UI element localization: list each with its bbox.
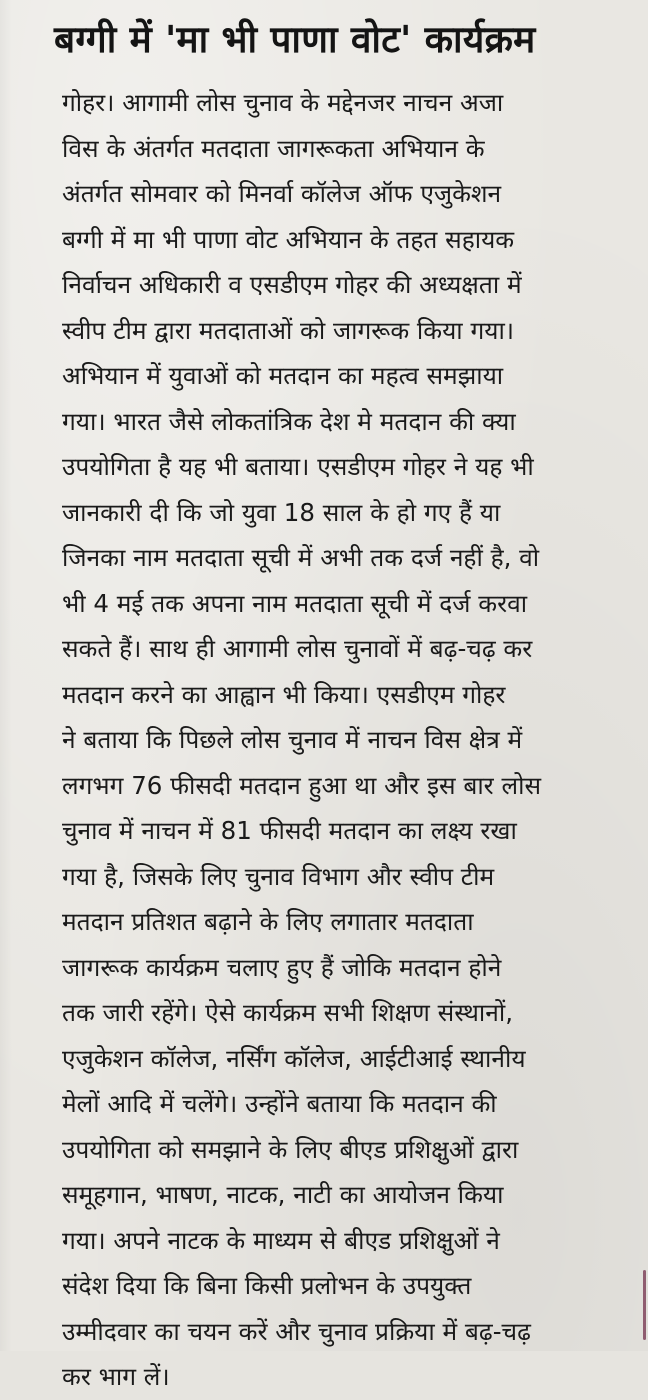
page-edge-shadow xyxy=(0,0,12,1351)
article-line: विस के अंतर्गत मतदाता जागरूकता अभियान के xyxy=(62,133,485,163)
article-line: अभियान में युवाओं को मतदान का महत्व समझाया xyxy=(62,361,504,390)
article-line: मतदान प्रतिशत बढ़ाने के लिए लगातार मतदाता xyxy=(62,907,474,936)
article-line: भी 4 मई तक अपना नाम मतदाता सूची में दर्ज करवा xyxy=(62,588,528,618)
article-line: गया। भारत जैसे लोकतांत्रिक देश मे मतदान की क्या xyxy=(62,406,516,436)
article-line: सकते हैं। साथ ही आगामी लोस चुनावों में बढ़-चढ़ कर xyxy=(62,634,533,663)
article-line: ने बताया कि पिछले लोस चुनाव में नाचन विस क्षेत्र में xyxy=(62,725,523,754)
margin-ink-mark xyxy=(643,1270,646,1340)
article-line: उपयोगिता है यह भी बताया। एसडीएम गोहर ने यह भी xyxy=(62,452,534,481)
article-line: लगभग 76 फीसदी मतदान हुआ था और इस बार लोस xyxy=(62,770,542,800)
article-line: उपयोगिता को समझाने के लिए बीएड प्रशिक्षुओं द्वारा xyxy=(62,1134,519,1164)
news-clipping xyxy=(40,0,642,1391)
article-line: तक जारी रहेंगे। ऐसे कार्यक्रम सभी शिक्षण संस्थानों, xyxy=(62,998,513,1027)
article-line: उम्मीदवार का चयन करें और चुनाव प्रक्रिया में बढ़-चढ़ xyxy=(62,1316,531,1346)
article-line: समूहगान, भाषण, नाटक, नाटी का आयोजन किया xyxy=(62,1180,504,1209)
article-line: जिनका नाम मतदाता सूची में अभी तक दर्ज नहीं है, वो xyxy=(62,543,540,572)
article-line: बग्गी में मा भी पाणा वोट अभियान के तहत सहायक xyxy=(62,224,515,254)
article-line: जानकारी दी कि जो युवा 18 साल के हो गए हैं या xyxy=(62,497,501,527)
article-line: कर भाग लें। xyxy=(62,1362,170,1391)
article-line: स्वीप टीम द्वारा मतदाताओं को जागरूक किया गया। xyxy=(62,315,515,345)
article-line: एजुकेशन कॉलेज, नर्सिंग कॉलेज, आईटीआई स्थानीय xyxy=(62,1043,526,1073)
article-line: गया है, जिसके लिए चुनाव विभाग और स्वीप टीम xyxy=(62,861,495,891)
article-line: मेलों आदि में चलेंगे। उन्होंने बताया कि मतदान की xyxy=(62,1089,497,1118)
article-line: संदेश दिया कि बिना किसी प्रलोभन के उपयुक्त xyxy=(62,1271,472,1300)
article-line: मतदान करने का आह्वान भी किया। एसडीएम गोहर xyxy=(62,679,506,709)
headline: बग्गी में 'मा भी पाणा वोट' कार्यक्रम xyxy=(54,18,536,61)
article-line: अंतर्गत सोमवार को मिनर्वा कॉलेज ऑफ एजुकेशन xyxy=(62,179,502,208)
article-body xyxy=(62,80,642,1400)
article-line: निर्वाचन अधिकारी व एसडीएम गोहर की अध्यक्षता में xyxy=(62,270,522,299)
article-line: गया। अपने नाटक के माध्यम से बीएड प्रशिक्षुओं ने xyxy=(62,1225,500,1255)
article-line: गोहर। आगामी लोस चुनाव के मद्देनजर नाचन अजा xyxy=(62,88,504,117)
article-line: चुनाव में नाचन में 81 फीसदी मतदान का लक्ष्य रखा xyxy=(62,816,517,845)
article-line: जागरूक कार्यक्रम चलाए हुए हैं जोकि मतदान होने xyxy=(62,952,502,982)
